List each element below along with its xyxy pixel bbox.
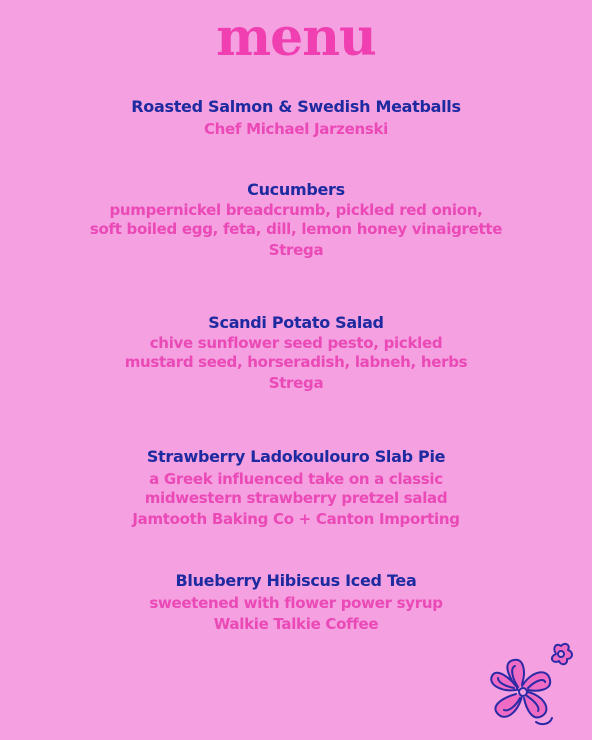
dish-name: Blueberry Hibiscus Iced Tea (175, 571, 417, 590)
dish-description-line: mustard seed, horseradish, labneh, herbs (124, 353, 468, 371)
dish-name: Scandi Potato Salad (208, 313, 384, 332)
dish-maker: Strega (268, 374, 324, 392)
menu-item-slab-pie (0, 446, 592, 530)
dish-maker: Chef Michael Jarzenski (203, 120, 389, 138)
dish-name: Strawberry Ladokoulouro Slab Pie (146, 447, 446, 466)
dish-name: Roasted Salmon & Swedish Meatballs (131, 97, 461, 116)
dish-description-line: midwestern strawberry pretzel salad (144, 489, 448, 507)
dish-maker: Jamtooth Baking Co + Canton Importing (132, 510, 460, 528)
menu-item-salmon (0, 96, 592, 140)
dish-description-line: soft boiled egg, feta, dill, lemon honey vinaigrette (89, 220, 503, 238)
dish-maker: Strega (268, 241, 324, 259)
dish-maker: Walkie Talkie Coffee (213, 615, 379, 633)
menu-title: menu (216, 7, 376, 68)
dish-description-line: pumpernickel breadcrumb, pickled red onion, (109, 201, 483, 219)
dish-description-line: sweetened with flower power syrup (149, 594, 443, 612)
dish-name: Cucumbers (247, 180, 345, 199)
flower-doodle-icon (478, 640, 578, 732)
dish-description-line: a Greek influenced take on a classic (149, 470, 443, 488)
menu-item-iced-tea (0, 570, 592, 635)
dish-description-line: chive sunflower seed pesto, pickled (149, 334, 443, 352)
menu-item-cucumbers (0, 179, 592, 261)
menu-item-potato-salad (0, 312, 592, 394)
